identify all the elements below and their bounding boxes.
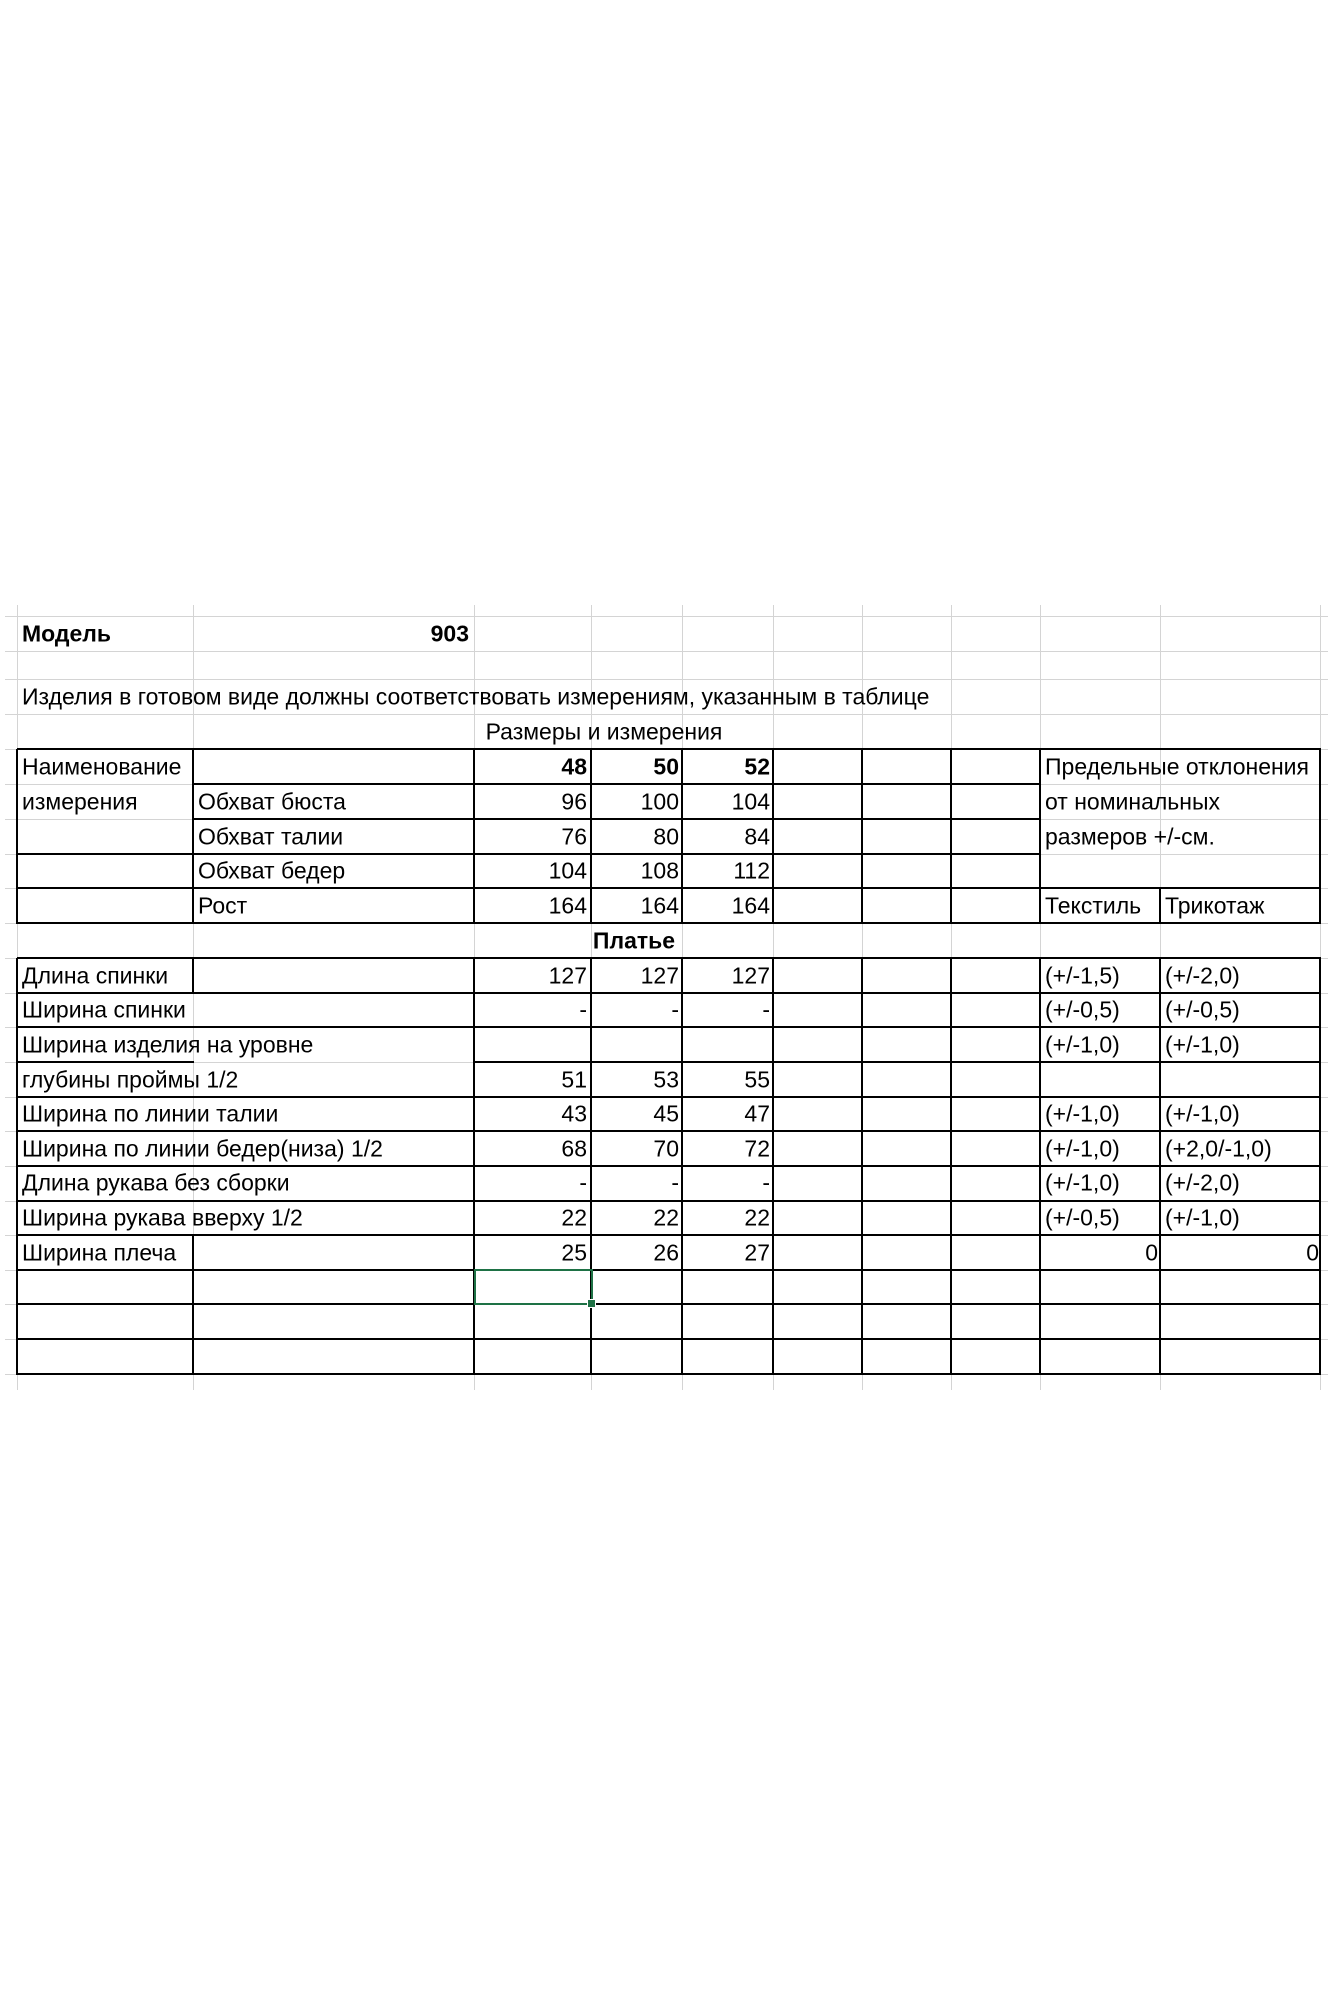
body-row-value[interactable]: 80 xyxy=(653,823,679,850)
product-row-value[interactable]: 68 xyxy=(561,1135,587,1162)
body-row-value[interactable]: 164 xyxy=(548,892,587,919)
model-label[interactable]: Модель xyxy=(22,620,112,647)
border-horizontal xyxy=(17,922,1321,924)
section-header[interactable]: Размеры и измерения xyxy=(485,718,723,745)
border-horizontal xyxy=(17,1338,1321,1340)
product-row-label[interactable]: Длина рукава без сборки xyxy=(22,1169,290,1196)
product-row-textile[interactable]: (+/-0,5) xyxy=(1045,996,1120,1023)
tolerance-line1[interactable]: Предельные отклонения xyxy=(1045,753,1309,780)
border-horizontal xyxy=(17,1165,1321,1167)
product-row-textile[interactable]: (+/-0,5) xyxy=(1045,1204,1120,1231)
border-horizontal xyxy=(17,1061,194,1063)
body-row-value[interactable]: 164 xyxy=(640,892,679,919)
tolerance-col-knit[interactable]: Трикотаж xyxy=(1165,892,1265,919)
border-horizontal xyxy=(193,818,1041,820)
border-vertical xyxy=(192,749,194,924)
product-row-knit[interactable]: (+/-1,0) xyxy=(1165,1031,1240,1058)
border-vertical xyxy=(192,958,194,994)
border-horizontal xyxy=(17,887,1041,889)
border-horizontal xyxy=(17,853,1041,855)
border-horizontal xyxy=(17,1096,1321,1098)
product-row-value[interactable]: 45 xyxy=(653,1100,679,1127)
border-horizontal xyxy=(193,783,1041,785)
product-row-value[interactable]: 127 xyxy=(640,962,679,989)
border-horizontal xyxy=(17,1373,1321,1375)
product-row-value[interactable]: 22 xyxy=(653,1204,679,1231)
body-row-value[interactable]: 104 xyxy=(731,788,770,815)
body-row-value[interactable]: 108 xyxy=(640,857,679,884)
product-row-label[interactable]: Ширина спинки xyxy=(22,996,186,1023)
border-vertical xyxy=(1159,888,1161,924)
product-row-value[interactable]: 43 xyxy=(561,1100,587,1127)
product-row-value[interactable]: 127 xyxy=(548,962,587,989)
product-row-value[interactable]: - xyxy=(671,996,679,1023)
border-vertical xyxy=(772,958,774,1375)
product-row-value[interactable]: 72 xyxy=(744,1135,770,1162)
product-row-label[interactable]: глубины проймы 1/2 xyxy=(22,1066,239,1093)
tolerance-col-textile[interactable]: Текстиль xyxy=(1045,892,1142,919)
product-row-knit[interactable]: (+/-2,0) xyxy=(1165,1169,1240,1196)
product-row-value[interactable]: 55 xyxy=(744,1066,770,1093)
gridline-horizontal xyxy=(5,616,1328,617)
border-horizontal xyxy=(17,1026,1321,1028)
border-horizontal xyxy=(17,1303,1321,1305)
product-row-value[interactable]: 26 xyxy=(653,1239,679,1266)
model-value[interactable]: 903 xyxy=(430,620,469,647)
product-row-textile[interactable]: (+/-1,0) xyxy=(1045,1135,1120,1162)
border-vertical xyxy=(1319,958,1321,1375)
product-row-textile[interactable]: (+/-1,0) xyxy=(1045,1100,1120,1127)
product-row-textile[interactable]: (+/-1,0) xyxy=(1045,1169,1120,1196)
border-vertical xyxy=(772,749,774,924)
border-vertical xyxy=(16,958,18,1375)
border-horizontal xyxy=(17,992,1321,994)
body-row-label[interactable]: Обхват талии xyxy=(198,823,344,850)
product-row-value[interactable]: 25 xyxy=(561,1239,587,1266)
border-horizontal xyxy=(474,1061,1321,1063)
product-row-textile[interactable]: 0 xyxy=(1145,1239,1158,1266)
border-vertical xyxy=(950,749,952,924)
product-row-value[interactable]: 70 xyxy=(653,1135,679,1162)
body-row-value[interactable]: 104 xyxy=(548,857,587,884)
body-row-label[interactable]: Обхват бюста xyxy=(198,788,346,815)
name-label-line2[interactable]: измерения xyxy=(22,788,138,815)
body-row-value[interactable]: 76 xyxy=(561,823,587,850)
gridline-horizontal xyxy=(5,651,1328,652)
border-vertical xyxy=(590,749,592,924)
product-row-value[interactable]: 51 xyxy=(561,1066,587,1093)
gridline-horizontal xyxy=(5,679,1328,680)
product-row-label[interactable]: Ширина рукава вверху 1/2 xyxy=(22,1204,303,1231)
tolerance-line3[interactable]: размеров +/-см. xyxy=(1045,823,1215,850)
border-vertical xyxy=(861,958,863,1375)
border-vertical xyxy=(1039,749,1041,924)
body-row-value[interactable]: 96 xyxy=(561,788,587,815)
product-row-knit[interactable]: (+2,0/-1,0) xyxy=(1165,1135,1272,1162)
body-row-value[interactable]: 164 xyxy=(731,892,770,919)
tolerance-line2[interactable]: от номинальных xyxy=(1045,788,1220,815)
border-horizontal xyxy=(17,957,1321,959)
border-vertical xyxy=(1319,749,1321,924)
border-horizontal xyxy=(17,1269,1321,1271)
product-row-value[interactable]: - xyxy=(762,1169,770,1196)
product-row-label[interactable]: Ширина плеча xyxy=(22,1239,177,1266)
product-title[interactable]: Платье xyxy=(592,927,676,954)
fill-handle[interactable] xyxy=(587,1299,596,1308)
body-row-label[interactable]: Обхват бедер xyxy=(198,857,346,884)
border-vertical xyxy=(16,749,18,924)
border-vertical xyxy=(1039,958,1041,1375)
border-horizontal xyxy=(17,748,1321,750)
product-row-textile[interactable]: (+/-1,5) xyxy=(1045,962,1120,989)
body-row-label[interactable]: Рост xyxy=(198,892,248,919)
product-row-knit[interactable]: (+/-1,0) xyxy=(1165,1100,1240,1127)
gridline-horizontal xyxy=(5,714,1328,715)
size-50-header[interactable]: 50 xyxy=(653,753,679,780)
product-row-value[interactable]: - xyxy=(579,996,587,1023)
product-row-label[interactable]: Ширина изделия на уровне xyxy=(22,1031,314,1058)
product-row-value[interactable]: 22 xyxy=(744,1204,770,1231)
product-row-knit[interactable]: (+/-0,5) xyxy=(1165,996,1240,1023)
border-horizontal xyxy=(17,1130,1321,1132)
border-vertical xyxy=(950,958,952,1375)
product-row-label[interactable]: Ширина по линии талии xyxy=(22,1100,279,1127)
product-row-textile[interactable]: (+/-1,0) xyxy=(1045,1031,1120,1058)
size-52-header[interactable]: 52 xyxy=(744,753,770,780)
body-row-value[interactable]: 112 xyxy=(733,857,770,884)
size-48-header[interactable]: 48 xyxy=(561,753,587,780)
border-vertical xyxy=(681,749,683,924)
border-vertical xyxy=(861,749,863,924)
border-vertical xyxy=(473,958,475,1375)
product-row-value[interactable]: - xyxy=(762,996,770,1023)
border-vertical xyxy=(192,1235,194,1375)
product-row-value[interactable]: - xyxy=(579,1169,587,1196)
body-row-value[interactable]: 100 xyxy=(640,788,679,815)
product-row-knit[interactable]: 0 xyxy=(1306,1239,1319,1266)
body-row-value[interactable]: 84 xyxy=(744,823,770,850)
border-vertical xyxy=(473,749,475,924)
product-row-value[interactable]: 27 xyxy=(744,1239,770,1266)
product-row-label[interactable]: Ширина по линии бедер(низа) 1/2 xyxy=(22,1135,383,1162)
product-row-knit[interactable]: (+/-2,0) xyxy=(1165,962,1240,989)
border-horizontal xyxy=(17,1200,1321,1202)
product-row-value[interactable]: 53 xyxy=(653,1066,679,1093)
border-horizontal xyxy=(17,1234,1321,1236)
product-row-value[interactable]: 22 xyxy=(561,1204,587,1231)
product-row-value[interactable]: 127 xyxy=(731,962,770,989)
border-vertical xyxy=(1159,958,1161,1375)
product-row-knit[interactable]: (+/-1,0) xyxy=(1165,1204,1240,1231)
product-row-label[interactable]: Длина спинки xyxy=(22,962,169,989)
product-row-value[interactable]: 47 xyxy=(744,1100,770,1127)
name-label-line1[interactable]: Наименование xyxy=(22,753,182,780)
border-horizontal xyxy=(1040,887,1321,889)
notice-text[interactable]: Изделия в готовом виде должны соответствовать измерениям, указанным в таблице xyxy=(22,683,930,710)
border-vertical xyxy=(590,958,592,1375)
selected-cell[interactable] xyxy=(474,1269,593,1305)
product-row-value[interactable]: - xyxy=(671,1169,679,1196)
border-vertical xyxy=(681,958,683,1375)
